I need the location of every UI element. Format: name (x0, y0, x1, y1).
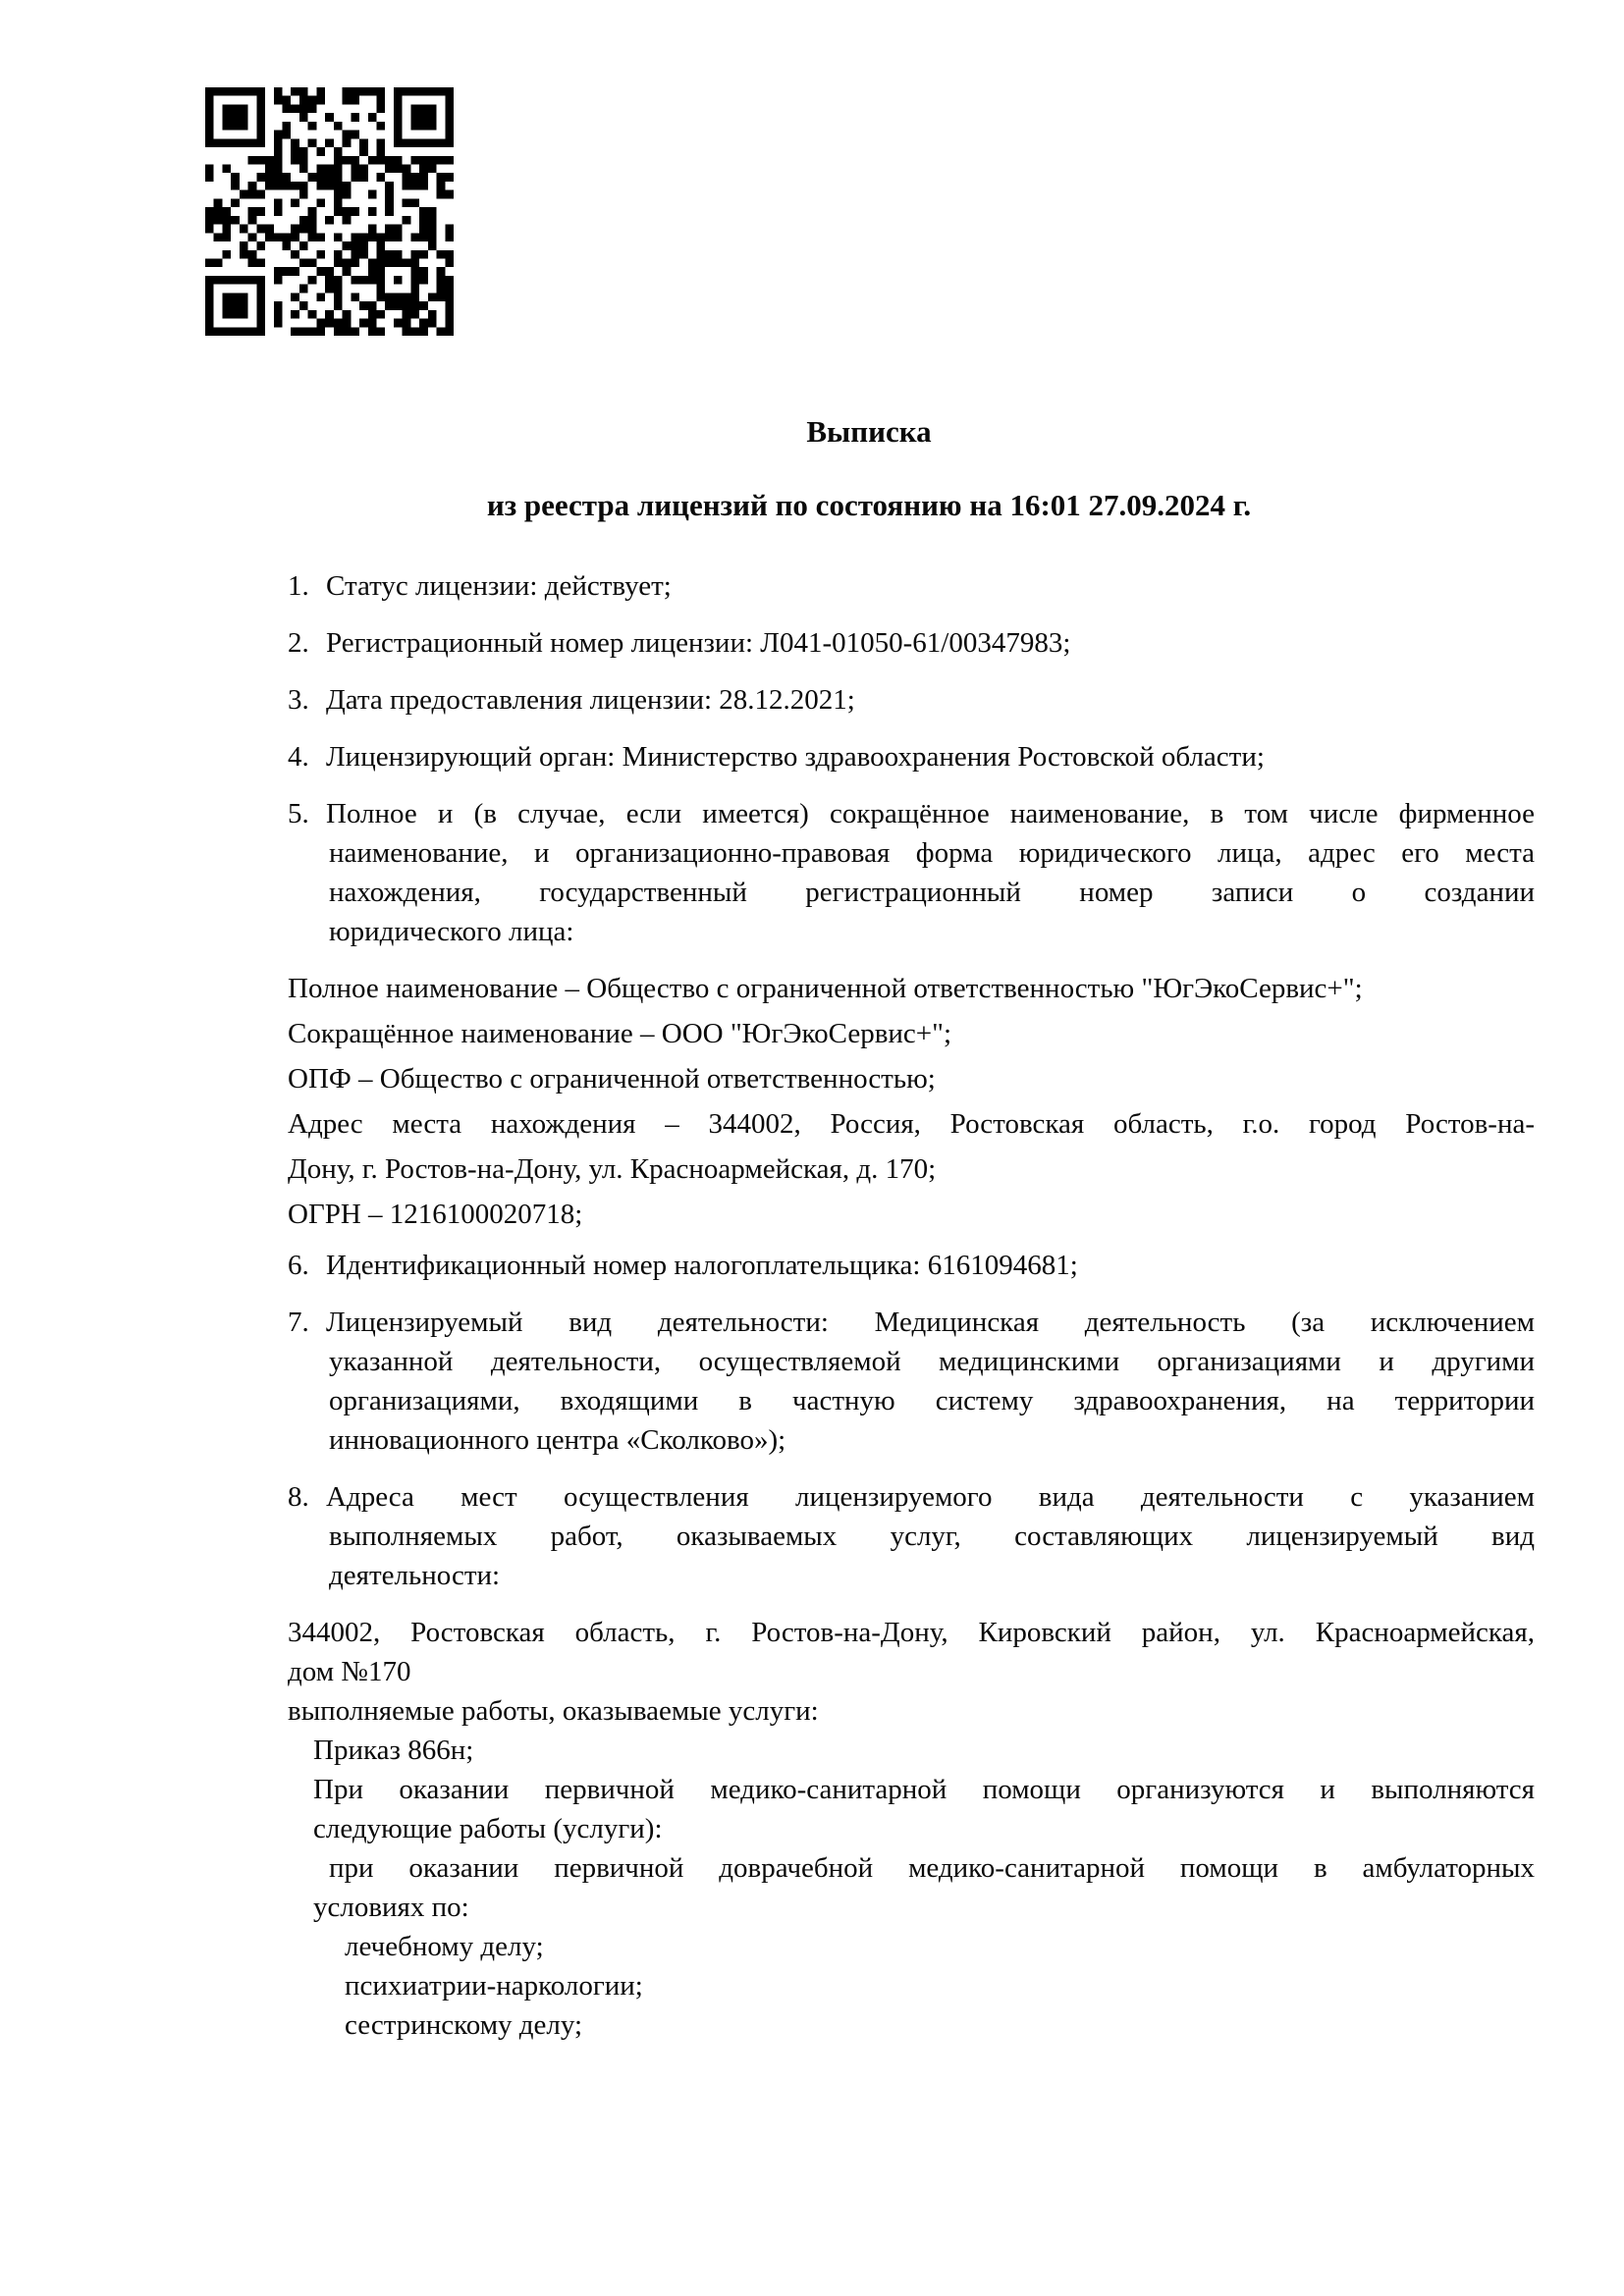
service-item: сестринскому делу; (345, 2009, 583, 2041)
org-naming-line: наименование, и организационно-правовая форма юридического лица, адрес его места (329, 837, 1535, 869)
activity-addresses-line: деятельности: (329, 1560, 501, 1591)
item-number: 5. (288, 798, 309, 829)
service-item: психиатрии-наркологии; (345, 1970, 643, 2002)
document-header (245, 412, 1492, 525)
org-naming-line: Полное и (в случае, если имеется) сокращённое наименование, в том числе фирменное (326, 798, 1535, 829)
document-subtitle: из реестра лицензий по состоянию на 16:01 27.09.2024 г. (486, 488, 1252, 522)
org-legal-form: ОПФ – Общество с ограниченной ответственностью; (288, 1063, 936, 1095)
primary-care-line: При оказании первичной медико-санитарной помощи организуются и выполняются (313, 1774, 1535, 1805)
activity-addresses-line: выполняемых работ, оказываемых услуг, составляющих лицензируемый вид (329, 1521, 1535, 1552)
org-address-line: Адрес места нахождения – 344002, Россия, Ростовская область, г.о. город Ростов-на- (288, 1108, 1535, 1140)
item-number: 3. (288, 684, 309, 716)
activity-type-line: Лицензируемый вид деятельности: Медицинская деятельность (за исключением (326, 1307, 1535, 1338)
activity-type-line: организациями, входящими в частную систему здравоохранения, на территории (329, 1385, 1535, 1416)
activity-type-line: инновационного центра «Сколково»); (329, 1424, 786, 1456)
activity-addresses-item (288, 1477, 1535, 1595)
document-title: Выписка (806, 414, 932, 449)
site-address-block (288, 1613, 1535, 1691)
org-short-name: Сокращённое наименование – ООО "ЮгЭкоСервис+"; (288, 1018, 952, 1049)
licensing-authority-text: Лицензирующий орган: Министерство здравоохранения Ростовской области; (326, 741, 1265, 773)
services-block (288, 1731, 1535, 2045)
registration-number-text: Регистрационный номер лицензии: Л041-01050-61/00347983; (326, 627, 1071, 659)
grant-date-text: Дата предоставления лицензии: 28.12.2021; (326, 684, 855, 716)
org-naming-line: нахождения, государственный регистрационный номер записи о создании (329, 877, 1535, 908)
license-status-item (288, 566, 1535, 606)
org-details-block (288, 969, 1535, 1234)
org-full-name: Полное наименование – Общество с ограниченной ответственностью "ЮгЭкоСервис+"; (288, 973, 1363, 1004)
item-number: 1. (288, 570, 309, 602)
item-number: 8. (288, 1481, 309, 1513)
pre-medical-line: условиях по: (313, 1892, 469, 1923)
service-item: лечебному делу; (345, 1931, 544, 1962)
order-866n: Приказ 866н; (313, 1735, 474, 1766)
org-ogrn: ОГРН – 1216100020718; (288, 1199, 583, 1230)
site-address-line: дом №170 (288, 1656, 411, 1687)
document-body (288, 412, 1535, 2045)
item-number: 7. (288, 1307, 309, 1338)
activity-addresses-line: Адреса мест осуществления лицензируемого вида деятельности с указанием (326, 1481, 1535, 1513)
license-status-text: Статус лицензии: действует; (326, 570, 672, 602)
pre-medical-line: при оказании первичной доврачебной медико-санитарной помощи в амбулаторных (329, 1852, 1535, 1884)
qr-code (205, 87, 454, 336)
activity-type-item (288, 1303, 1535, 1460)
org-naming-item (288, 794, 1535, 951)
item-number: 2. (288, 627, 309, 659)
primary-care-line: следующие работы (услуги): (313, 1813, 663, 1844)
item-number: 4. (288, 741, 309, 773)
works-intro: выполняемые работы, оказываемые услуги: (288, 1695, 819, 1727)
item-number: 6. (288, 1250, 309, 1281)
licensing-authority-item (288, 737, 1535, 776)
org-address-line: Дону, г. Ростов-на-Дону, ул. Красноармейская, д. 170; (288, 1153, 937, 1185)
org-naming-line: юридического лица: (329, 916, 574, 947)
site-address-line: 344002, Ростовская область, г. Ростов-на-Дону, Кировский район, ул. Красноармейская, (288, 1617, 1535, 1648)
inn-text: Идентификационный номер налогоплательщика: 6161094681; (326, 1250, 1078, 1281)
activity-type-line: указанной деятельности, осуществляемой медицинскими организациями и другими (329, 1346, 1535, 1377)
grant-date-item (288, 680, 1535, 720)
registration-number-item (288, 623, 1535, 663)
inn-item (288, 1246, 1535, 1285)
